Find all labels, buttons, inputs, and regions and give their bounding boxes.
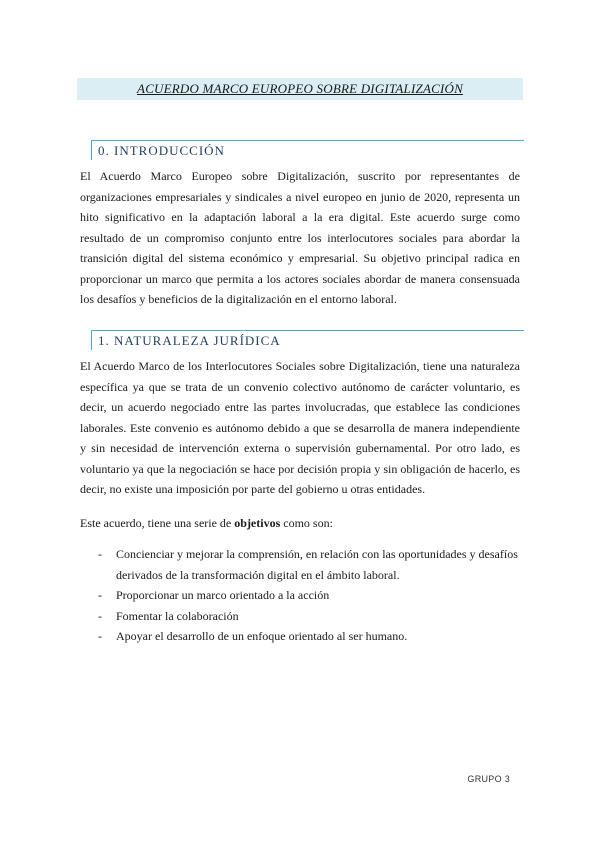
- list-item: [98, 606, 523, 627]
- objectives-intro-bold: objetivos: [234, 516, 281, 530]
- page-footer: GRUPO 3: [467, 774, 510, 784]
- naturaleza-juridica-paragraph: El Acuerdo Marco de los Interlocutores Sociales sobre Digitalización, tiene una naturaleza específica ya que se trata de un convenio colectivo autónomo de carácter voluntario, es decir, un acuerdo negociado entre las partes involucradas, que establece las condiciones laborales. Este convenio es autónomo debido a que se desarrolla de manera independiente y sin necesidad de intervención externa o supervisión gubernamental. Por otro lado, es voluntario ya que la negociación se hace por decisión propia y sin obligación de hacerlo, es decir, no existe una imposición por parte del gobierno u otras entidades.: [80, 359, 520, 496]
- objectives-intro: [80, 513, 520, 534]
- objectives-intro-after: como son:: [280, 516, 333, 530]
- introduccion-paragraph: El Acuerdo Marco Europeo sobre Digitalización, suscrito por representantes de organizaciones empresariales y sindicales a nivel europeo en junio de 2020, representa un hito significativo en la adaptación laboral a la era digital. Este acuerdo surge como resultado de un compromiso conjunto entre los interlocutores sociales para abordar la transición digital del sistema económico y empresarial. Su objetivo principal radica en proporcionar un marco que permita a los actores sociales abordar de manera consensuada los desafíos y beneficios de la digitalización en el entorno laboral.: [80, 169, 520, 306]
- bullet-dash: -: [98, 629, 102, 643]
- objective-text: Fomentar la colaboración: [116, 608, 239, 623]
- list-item: [98, 585, 523, 606]
- objective-text: Concienciar y mejorar la comprensión, en relación con las oportunidades y desafíos derivados de la transformación digital en el ámbito laboral.: [116, 547, 518, 582]
- objectives-intro-before: Este acuerdo, tiene una serie de: [80, 516, 235, 530]
- bullet-dash: -: [98, 608, 102, 623]
- list-item: [98, 544, 523, 585]
- objective-text: Proporcionar un marco orientado a la acción: [116, 588, 330, 602]
- document-title: ACUERDO MARCO EUROPEO SOBRE DIGITALIZACIÓN: [137, 81, 463, 96]
- bullet-dash: -: [98, 588, 102, 602]
- section-heading-text: 1. NATURALEZA JURÍDICA: [98, 333, 281, 348]
- list-item: [98, 626, 523, 647]
- title-banner: [77, 78, 523, 100]
- bullet-dash: -: [98, 547, 102, 561]
- section-heading-text: 0. INTRODUCCIÓN: [98, 143, 225, 158]
- section-heading-naturaleza-juridica: [91, 330, 524, 350]
- objectives-list: [98, 544, 523, 647]
- section-heading-introduccion: [91, 140, 524, 160]
- objective-text: Apoyar el desarrollo de un enfoque orientado al ser humano.: [116, 629, 408, 643]
